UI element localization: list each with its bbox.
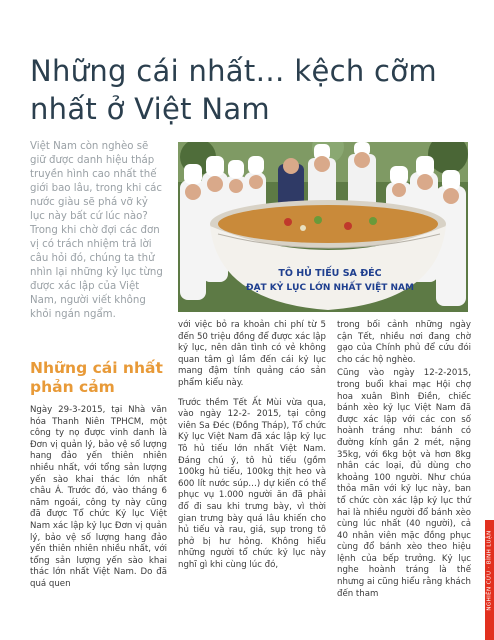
article-intro: Việt Nam còn nghèo sẽ giữ được danh hiệu tháp truyền hình cao nhất thế giới bao lâu, trong khi các nước giàu sẽ phá vỡ kỷ lục này bất cứ lúc nào? Trong khi chờ đợi các đơn vị có trách nhiệm trả lời câu hỏi đó, chúng ta thử nhìn lại những kỷ lục từng được xác lập của Việt Nam, người viết không khỏi ngán ngẩm. — [30, 141, 163, 320]
paragraph: trong bối cảnh những ngày cận Tết, nhiều nơi đang chờ gạo của Chính phủ để cứu đói cho các hộ nghèo. — [337, 320, 471, 365]
body-column-1 — [30, 405, 167, 599]
section-heading: Những cái nhất phản cảm — [30, 359, 163, 396]
article-title: Những cái nhất… kệch cỡm nhất ở Việt Nam — [30, 54, 437, 126]
edge-tab-label: NGHIÊN CỨU · BÌNH LUẬN — [486, 530, 493, 611]
paragraph: Cũng vào ngày 12-2-2015, trong buổi khai mạc Hội chợ hoa xuân Bình Điền, chiếc bánh xèo kỷ lục Việt Nam đã được xác lập với các con số hoành tráng như: bánh có đường kính gần 2 mét, nặng 35kg, với 6kg bột và hơn 8kg nhân các loại, đủ dùng cho khoảng 100 người. Như chúa thỏa mãn với kỷ lục này, ban tổ chức còn xác lập kỷ lục thứ hai là nhiều người đổ bánh xèo cùng lúc nhất (40 người), cả 40 nhân viên mặc đồng phục cùng đổ bánh xèo theo hiệu lệnh của bếp trưởng. Kỷ lục nghe hoành tráng là thế nhưng ai cũng hiểu rằng khách đến tham — [337, 368, 471, 599]
paragraph: Ngày 29-3-2015, tại Nhà văn hóa Thanh Niên TPHCM, một công ty nọ được vinh danh là Đơn vị quản lý, bảo vệ số lượng hang đảo yến thiên nhiên nhiều nhất, với tổng sản lượng yến sào khai thác lớn nhất châu Á. Trước đó, vào tháng 6 năm ngoái, công ty này cũng đã được Tổ chức Kỷ lục Việt Nam xác lập kỷ lục Đơn vị quản lý, bảo vệ số lượng hang đảo yến thiên nhiên nhiều nhất, với tổng sản lượng yến sào khai thác lớn nhất Việt Nam. Do đã quá quen — [30, 405, 167, 589]
photo-illustration — [178, 142, 468, 312]
banner-line-1: TÔ HỦ TIẾU SA ĐÉC — [278, 268, 382, 279]
article-photo — [178, 142, 468, 312]
body-column-2 — [178, 320, 326, 579]
banner-line-2: ĐẠT KỶ LỤC LỚN NHẤT VIỆT NAM — [246, 283, 414, 293]
body-column-3 — [337, 320, 471, 608]
paragraph: với việc bỏ ra khoản chi phí từ 5 đến 50 triệu đồng để được xác lập kỷ lục, nên dân tình có vẻ không quan tâm gì lắm đến cái kỷ lục mang đậm tính quảng cáo sản phẩm kiểu này. — [178, 320, 326, 388]
paragraph: Trước thềm Tết Ất Mùi vừa qua, vào ngày 12-2- 2015, tại công viên Sa Đéc (Đồng Tháp), Tổ chức Kỷ lục Việt Nam đã xác lập kỷ lục Tô hủ tiếu lớn nhất Việt Nam. Đáng chú ý, tô hủ tiếu (gồm 100kg hủ tiếu, 100kg thịt heo và 600 lít nước súp…) dự kiến có thể phục vụ 1.000 người ăn đã phải đổ đi sau khi trưng bày, vì thời gian trưng bày quá lâu khiến cho hủ tiếu và rau, giá, sụp trong tô phở bị hư hỏng. Không hiểu những người tổ chức kỷ lục này nghĩ gì khi cùng lúc đó, — [178, 397, 326, 570]
